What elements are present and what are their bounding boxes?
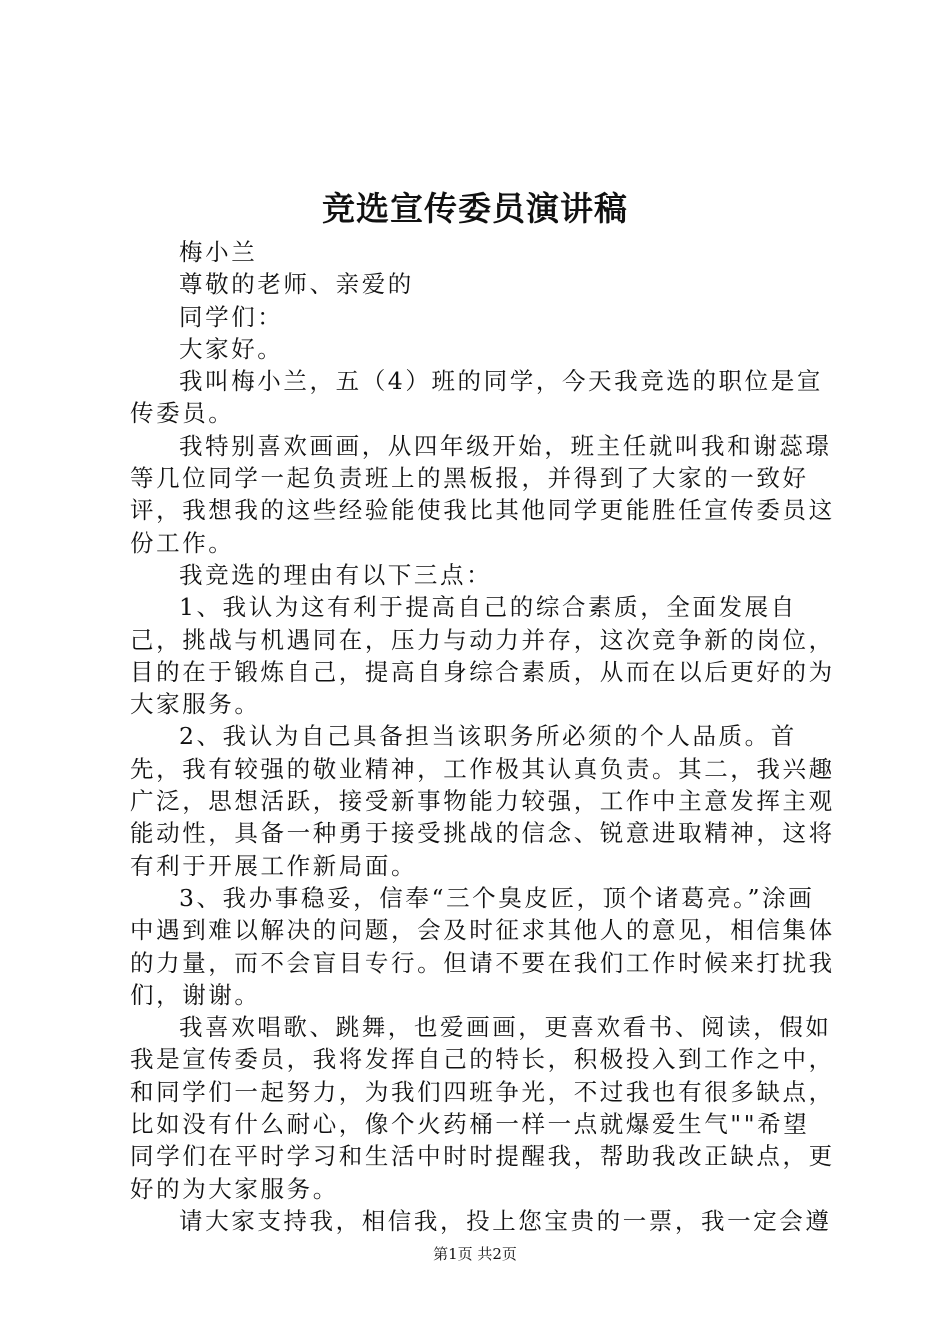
document-body xyxy=(130,236,835,1237)
paragraph-introduction: 我叫梅小兰，五（4）班的同学，今天我竞选的职位是宣传委员。 xyxy=(130,367,823,428)
paragraph-reason-1: 1、我认为这有利于提高自己的综合素质，全面发展自己，挑战与机遇同在，压力与动力并存，这次竞争新的岗位，目的在于锻炼自己，提高自身综合素质，从而在以后更好的为大家服务。 xyxy=(130,593,835,719)
salutation-line-1: 尊敬的老师、亲爱的 xyxy=(179,270,414,299)
paragraph-experience: 我特别喜欢画画，从四年级开始，班主任就叫我和谢蕊璟等几位同学一起负责班上的黑板报，并得到了大家的一致好评，我想我的这些经验能使我比其他同学更能胜任宣传委员这份工作。 xyxy=(130,431,835,557)
page-number-footer: 第1页 共2页 xyxy=(433,1245,517,1263)
author-name: 梅小兰 xyxy=(179,238,258,266)
paragraph-reasons-heading: 我竞选的理由有以下三点： xyxy=(179,560,493,589)
paragraph-reason-2: 2、我认为自己具备担当该职务所必须的个人品质。首先，我有较强的敬业精神，工作极其认真负责。其二，我兴趣广泛，思想活跃，接受新事物能力较强，工作中主意发挥主观能动性，具备一种勇于接受挑战的信念、锐意进取精神，这将有利于开展工作新局面。 xyxy=(130,722,835,880)
greeting: 大家好。 xyxy=(179,334,284,363)
paragraph-hobbies: 我喜欢唱歌、跳舞，也爱画画，更喜欢看书、阅读，假如我是宣传委员，我将发挥自己的特长，积极投入到工作之中，和同学们一起努力，为我们四班争光，不过我也有很多缺点，比如没有什么耐心，像个火药桶一样一点就爆爱生气""希望同学们在平时学习和生活中时时提醒我，帮助我改正缺点，更好的为大家服务。 xyxy=(130,1013,835,1203)
salutation-line-2: 同学们： xyxy=(179,302,284,331)
paragraph-closing: 请大家支持我，相信我，投上您宝贵的一票，我一定会遵 xyxy=(179,1206,832,1235)
paragraph-reason-3: 3、我办事稳妥，信奉“三个臭皮匠，顶个诸葛亮。”涂画中遇到难以解决的问题，会及时征求其他人的意见，相信集体的力量，而不会盲目专行。但请不要在我们工作时候来打扰我们，谢谢。 xyxy=(130,883,835,1009)
document-title: 竞选宣传委员演讲稿 xyxy=(322,189,628,228)
